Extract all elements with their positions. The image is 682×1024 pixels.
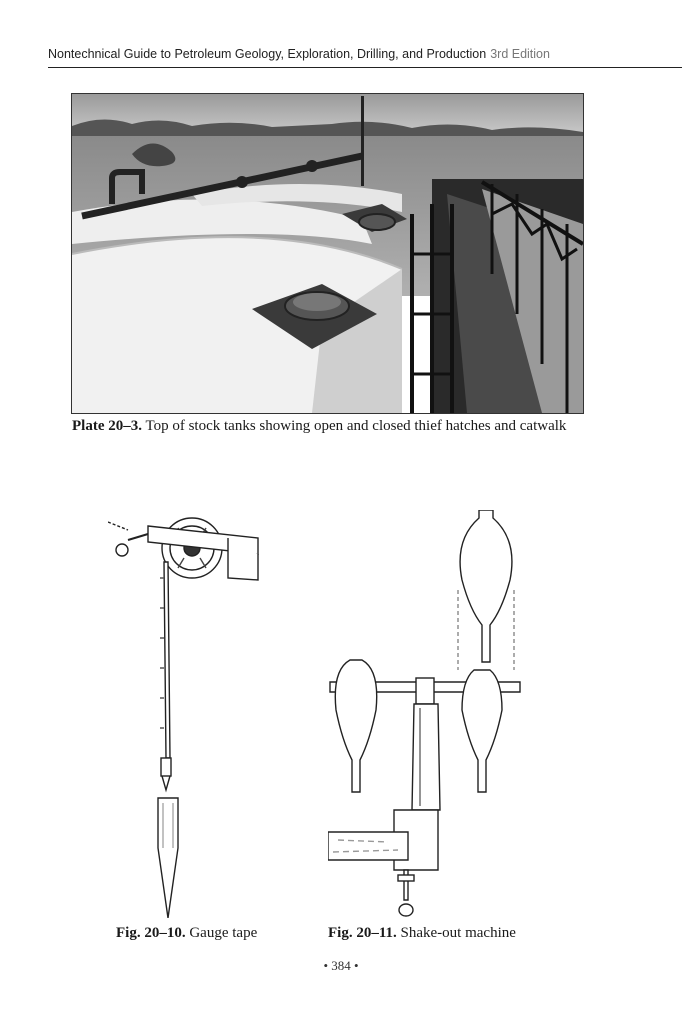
plate-caption xyxy=(72,418,566,435)
running-header xyxy=(48,47,682,68)
shake-out-machine-drawing xyxy=(328,510,528,920)
gauge-tape-label: Fig. 20–10. xyxy=(116,925,186,941)
book-title: Nontechnical Guide to Petroleum Geology, Exploration, Drilling, and Production xyxy=(48,47,487,61)
gauge-tape-text: Gauge tape xyxy=(189,925,258,941)
shake-out-caption xyxy=(328,925,516,942)
shake-out-text: Shake-out machine xyxy=(400,925,516,941)
page-number: • 384 • xyxy=(323,958,359,973)
gauge-tape-caption xyxy=(116,925,257,942)
edition-label: 3rd Edition xyxy=(490,47,550,61)
gauge-tape-drawing xyxy=(108,508,268,918)
plate-caption-label: Plate 20–3. xyxy=(72,418,142,434)
plate-caption-text: Top of stock tanks showing open and closed thief hatches and catwalk xyxy=(145,418,567,434)
stock-tanks-photo xyxy=(71,93,584,414)
shake-out-label: Fig. 20–11. xyxy=(328,925,397,941)
